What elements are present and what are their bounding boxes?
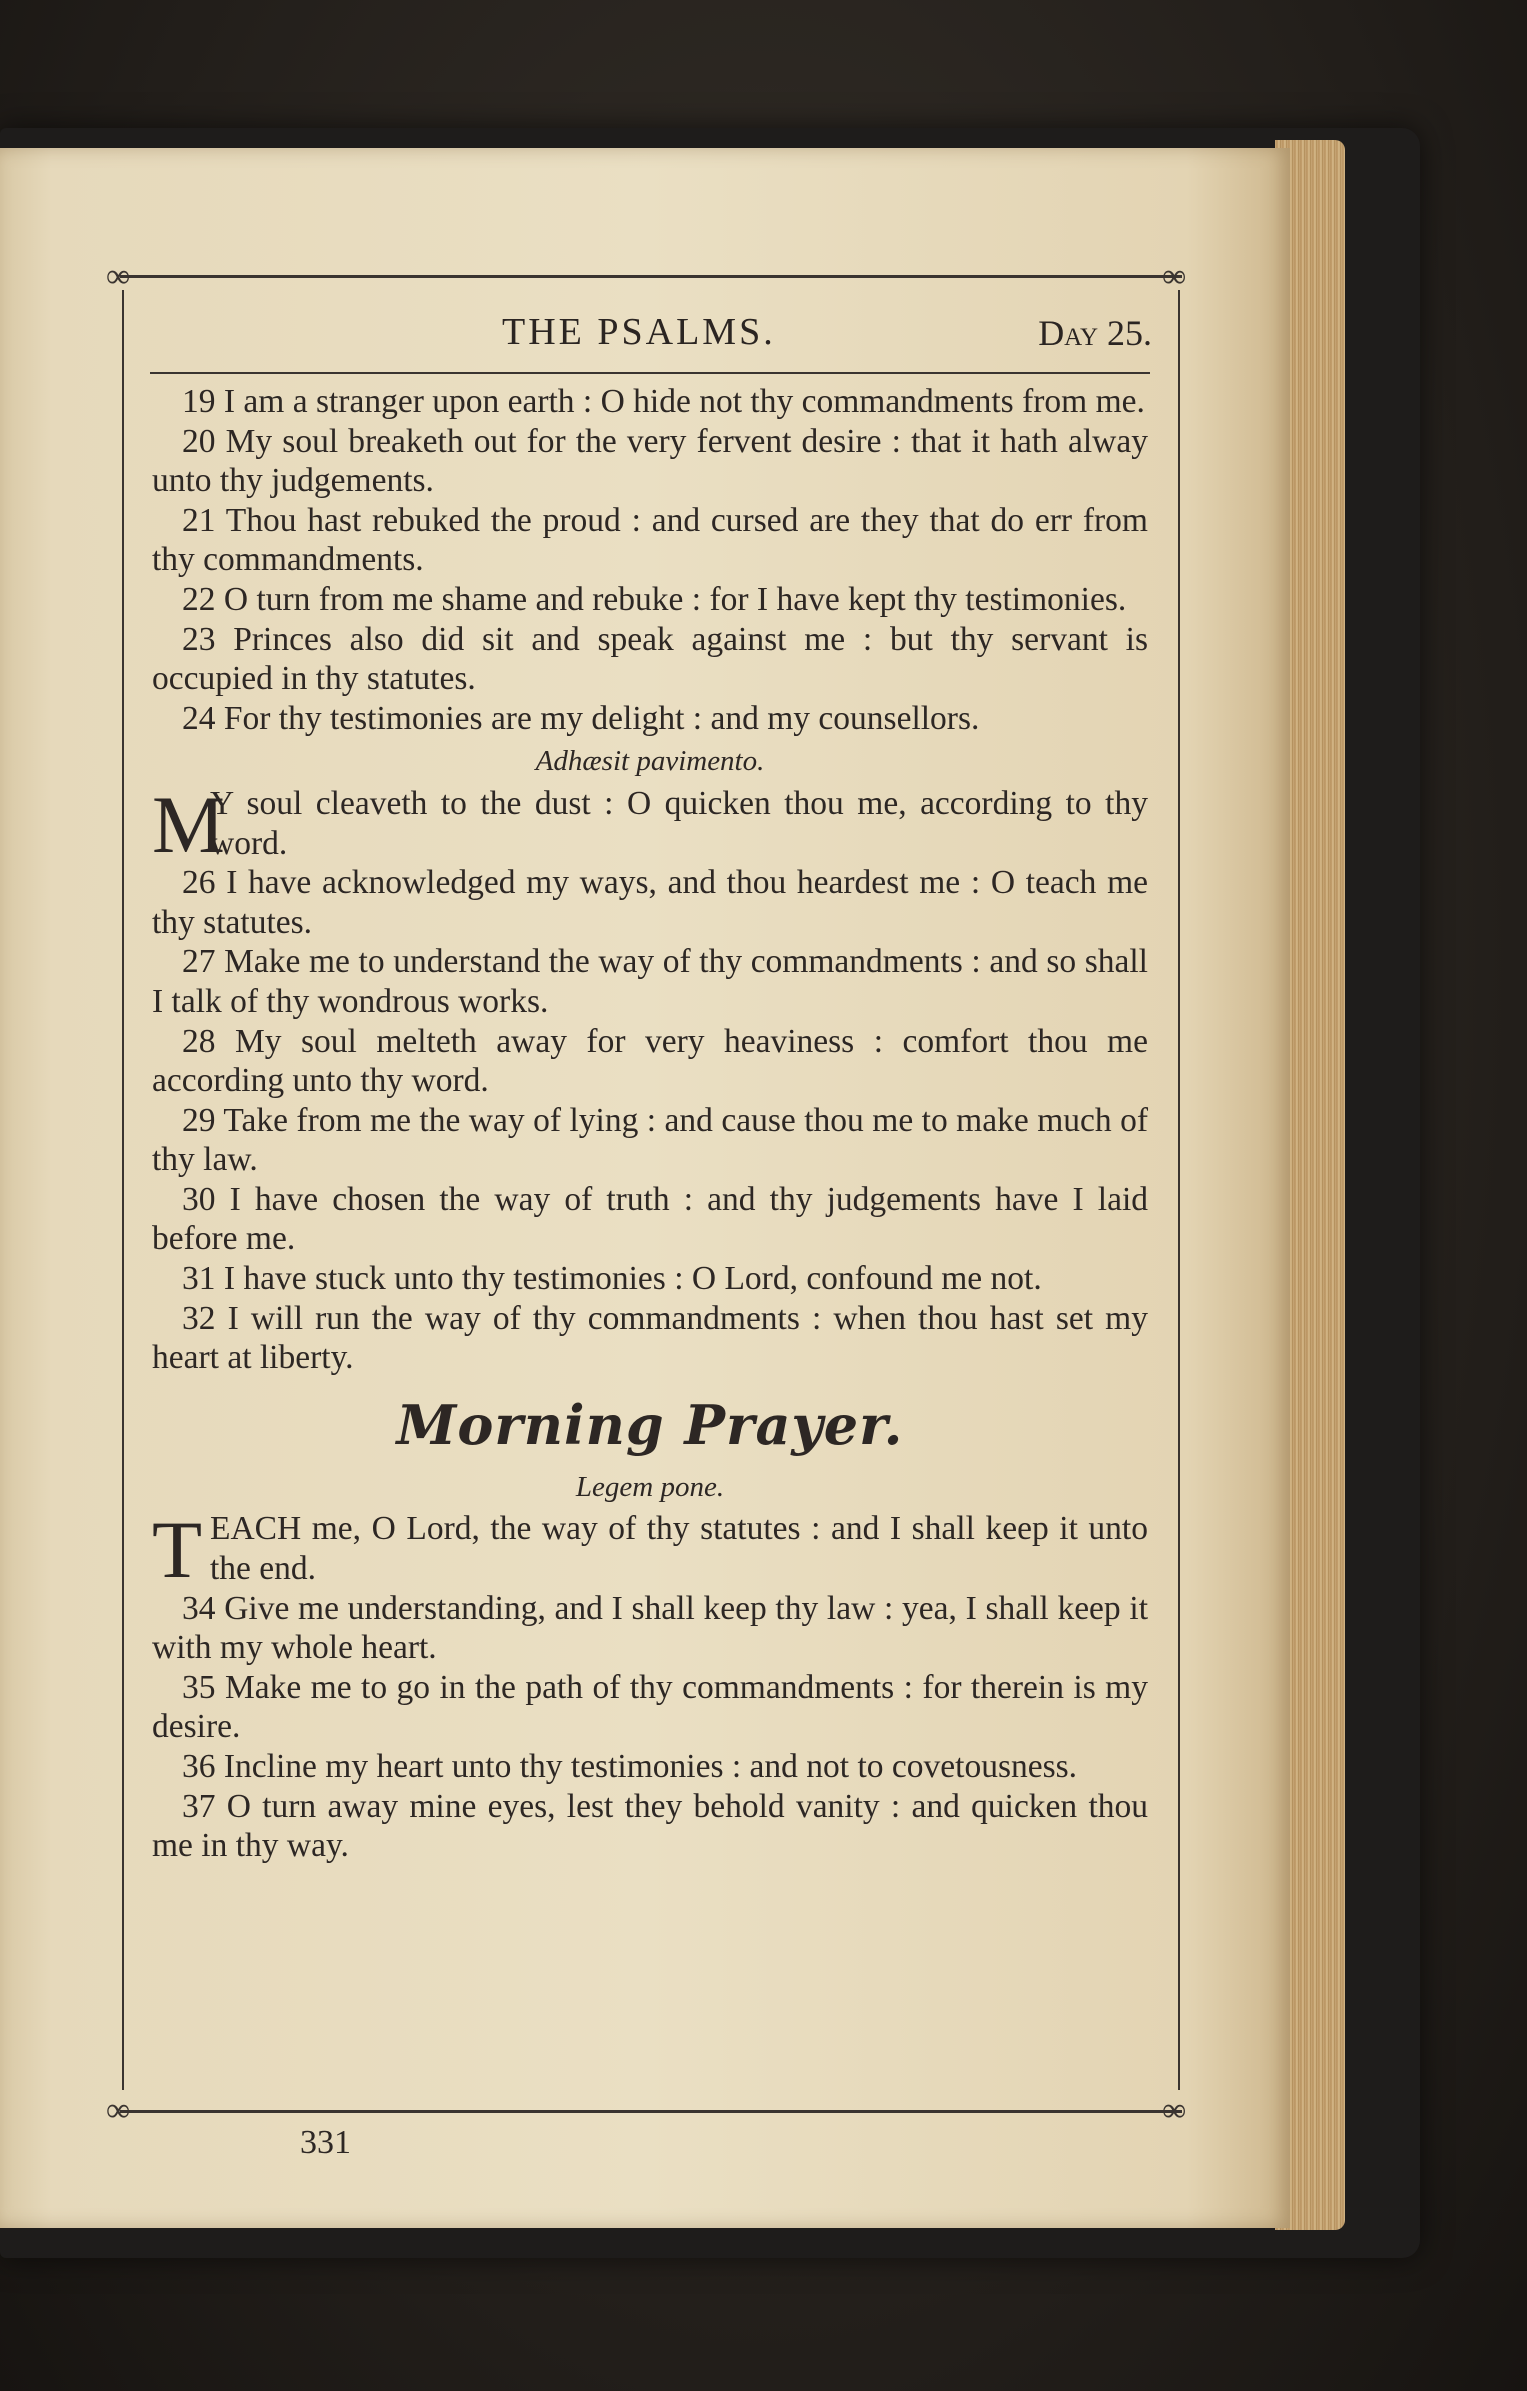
verse-19: 19 I am a stranger upon earth : O hide not thy commandments from me. [182,383,1145,420]
day-label: Day 25. [1038,313,1152,353]
verse-22: 22 O turn from me shame and rebuke : for I have kept thy testimonies. [182,580,1127,618]
ornament-bottom-right-icon: ∞ [1162,2092,1187,2129]
verse-32: 32 I will run the way of thy commandments : when thou hast set my heart at liberty. [152,1299,1148,1377]
verse-33-text: EACH me, O Lord, the way of thy statutes : and I shall keep it unto the end. [210,1510,1148,1588]
header-rule [150,372,1150,374]
left-rule [122,290,124,2090]
verse-29: 29 Take from me the way of lying : and cause thou me to make much of thy law. [152,1101,1148,1179]
verse-25-text: Y soul cleaveth to the dust : O quicken thou me, according to thy word. [210,784,1148,862]
verse-30: 30 I have chosen the way of truth : and thy judgements have I laid before me. [152,1180,1148,1258]
verse-35: 35 Make me to go in the path of thy commandments : for therein is my desire. [152,1668,1148,1746]
morning-prayer-heading: Morning Prayer. [396,1392,904,1457]
verse-21: 21 Thou hast rebuked the proud : and cursed are they that do err from thy commandments. [152,501,1148,579]
section-subtitle-adhaesit: Adhæsit pavimento. [535,745,765,778]
verse-25 [152,778,1148,870]
page-number: 331 [300,2124,351,2161]
ornament-top-left-icon: ∞ [106,258,131,295]
verse-36: 36 Incline my heart unto thy testimonies : and not to covetousness. [182,1748,1078,1785]
bottom-rule [120,2110,1182,2113]
verse-27: 27 Make me to understand the way of thy commandments : and so shall I talk of thy wondrous works. [152,943,1148,1020]
drop-cap: T [152,1504,203,1596]
verse-37: 37 O turn away mine eyes, lest they behold vanity : and quicken thou me in thy way. [152,1787,1148,1865]
verse-20: 20 My soul breaketh out for the very fervent desire : that it hath alway unto thy judgements. [152,422,1148,500]
right-rule [1178,290,1180,2090]
ornament-bottom-left-icon: ∞ [106,2092,131,2129]
section-subtitle-legem: Legem pone. [575,1470,725,1503]
verse-28: 28 My soul melteth away for very heaviness : comfort thou me according unto thy word. [152,1022,1148,1100]
verse-23: 23 Princes also did sit and speak against me : but thy servant is occupied in thy statutes. [152,620,1148,698]
verse-24: 24 For thy testimonies are my delight : and my counsellors. [182,699,980,737]
top-rule [120,275,1182,278]
ornament-top-right-icon: ∞ [1162,258,1187,295]
verse-26: 26 I have acknowledged my ways, and thou heardest me : O teach me thy statutes. [152,864,1148,941]
verse-34: 34 Give me understanding, and I shall keep thy law : yea, I shall keep it with my whole heart. [152,1589,1148,1667]
running-title: THE PSALMS. [502,311,776,353]
verse-31: 31 I have stuck unto thy testimonies : O Lord, confound me not. [182,1260,1042,1298]
drop-cap: M [152,778,225,870]
page-text [152,382,1148,1866]
running-header [122,304,1152,364]
verse-33 [152,1504,1148,1596]
